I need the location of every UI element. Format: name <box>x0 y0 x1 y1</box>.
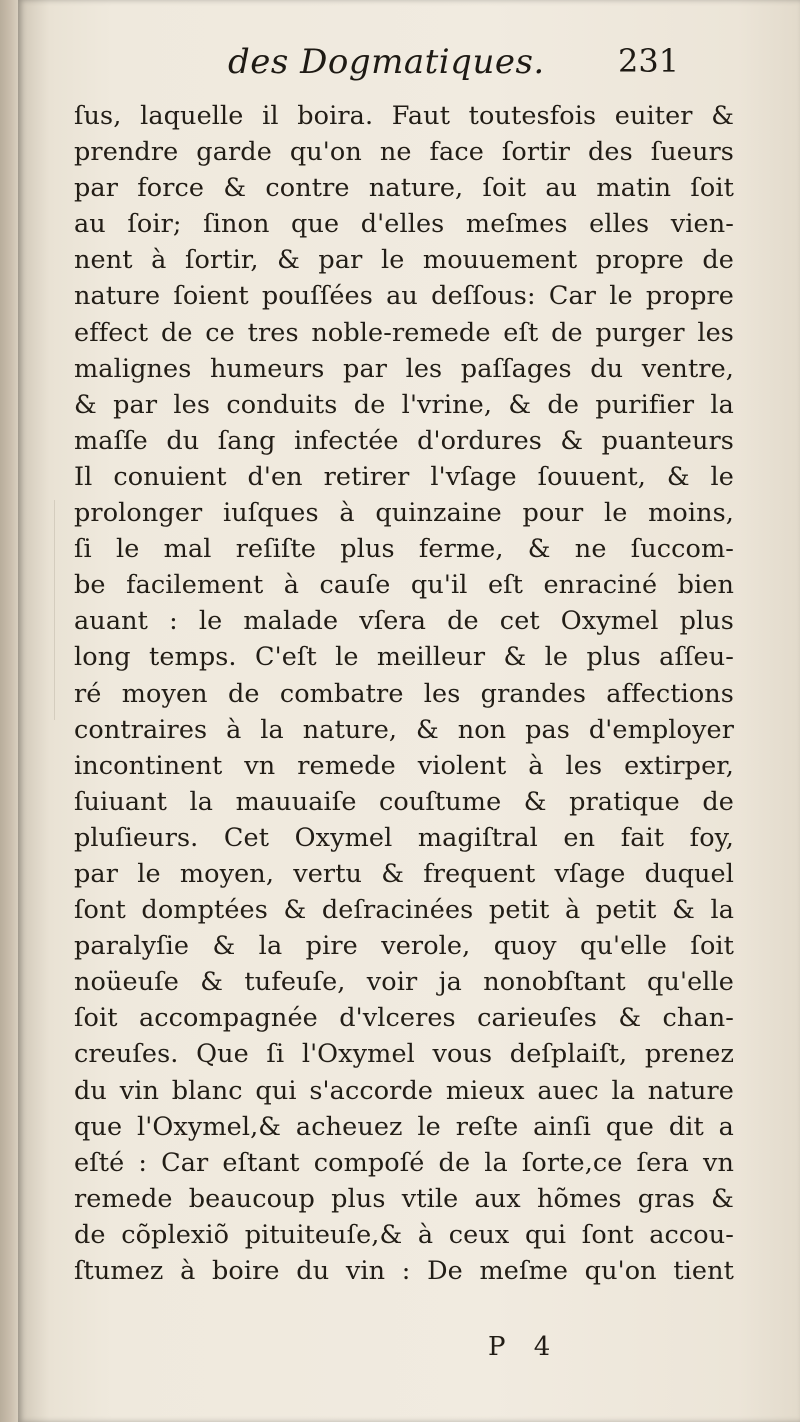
text-line: par force & contre nature, ſoit au matin ſoit <box>74 173 734 204</box>
text-line: noüeuſe & tufeuſe, voir ja nonobſtant qu'elle <box>74 967 734 998</box>
text-line: prolonger iuſques à quinzaine pour le moins, <box>74 498 734 529</box>
running-head <box>18 42 800 92</box>
text-line: Il conuient d'en retirer l'vſage ſouuent, & le <box>74 461 734 492</box>
text-line: ſoit accompagnée d'vlceres carieuſes & chan- <box>74 1003 734 1034</box>
text-line: & par les conduits de l'vrine, & de purifier la <box>74 389 734 420</box>
text-line: au ſoir; ſinon que d'elles meſmes elles vien- <box>74 209 734 240</box>
text-line: ſus, laquelle il boira. Faut toutesfois euiter & <box>74 101 734 131</box>
text-line: ré moyen de combatre les grandes affections <box>74 678 734 709</box>
text-line: que l'Oxymel,& acheuez le reſte ainſi que dit a <box>74 1111 734 1142</box>
running-head-title: des Dogmatiques. <box>228 42 545 82</box>
text-line: creuſes. Que ſi l'Oxymel vous deſplaiſt, prenez <box>74 1039 734 1070</box>
text-line: malignes humeurs par les paſſages du ventre, <box>74 353 734 384</box>
text-line: de cõplexiõ pituiteuſe,& à ceux qui ſont accou- <box>74 1219 734 1250</box>
book-page <box>18 0 800 1422</box>
signature-mark: P 4 <box>488 1332 561 1362</box>
text-line: eſté : Car eſtant compoſé de la ſorte,ce ſera vn <box>74 1147 734 1178</box>
paper-crease <box>54 500 55 720</box>
text-line: long temps. C'eſt le meilleur & le plus aſſeu- <box>74 642 734 673</box>
text-line: nature ſoient pouſſées au deſſous: Car le propre <box>74 281 734 312</box>
text-line: ſuiuant la mauuaiſe couſtume & pratique de <box>74 786 734 817</box>
page-gutter <box>0 0 18 1422</box>
text-line: ſi le mal reſiſte plus ferme, & ne ſuccom- <box>74 534 734 565</box>
text-line: par le moyen, vertu & frequent vſage duquel <box>74 858 734 889</box>
text-line: ſont domptées & deſracinées petit à petit & la <box>74 895 734 926</box>
text-line: remede beaucoup plus vtile aux hõmes gras & <box>74 1183 734 1214</box>
text-line: nent à ſortir, & par le mouuement propre de <box>74 245 734 276</box>
text-line: du vin blanc qui s'accorde mieux auec la nature <box>74 1075 734 1106</box>
text-line: incontinent vn remede violent à les extirper, <box>74 750 734 781</box>
text-line: paralyſie & la pire verole, quoy qu'elle ſoit <box>74 931 734 962</box>
text-line: maſſe du ſang infectée d'ordures & puanteurs <box>74 425 734 456</box>
text-line: prendre garde qu'on ne face ſortir des ſueurs <box>74 137 734 168</box>
text-line: ſtumez à boire du vin : De meſme qu'on tient <box>74 1256 734 1286</box>
body-text <box>74 98 734 1289</box>
text-line: effect de ce tres noble-remede eſt de purger les <box>74 317 734 348</box>
page-number: 231 <box>618 42 680 80</box>
text-line: auant : le malade vſera de cet Oxymel plus <box>74 606 734 637</box>
text-line: pluſieurs. Cet Oxymel magiſtral en fait foy, <box>74 822 734 853</box>
text-line: be facilement à cauſe qu'il eſt enraciné bien <box>74 570 734 601</box>
text-line: contraires à la nature, & non pas d'employer <box>74 714 734 745</box>
